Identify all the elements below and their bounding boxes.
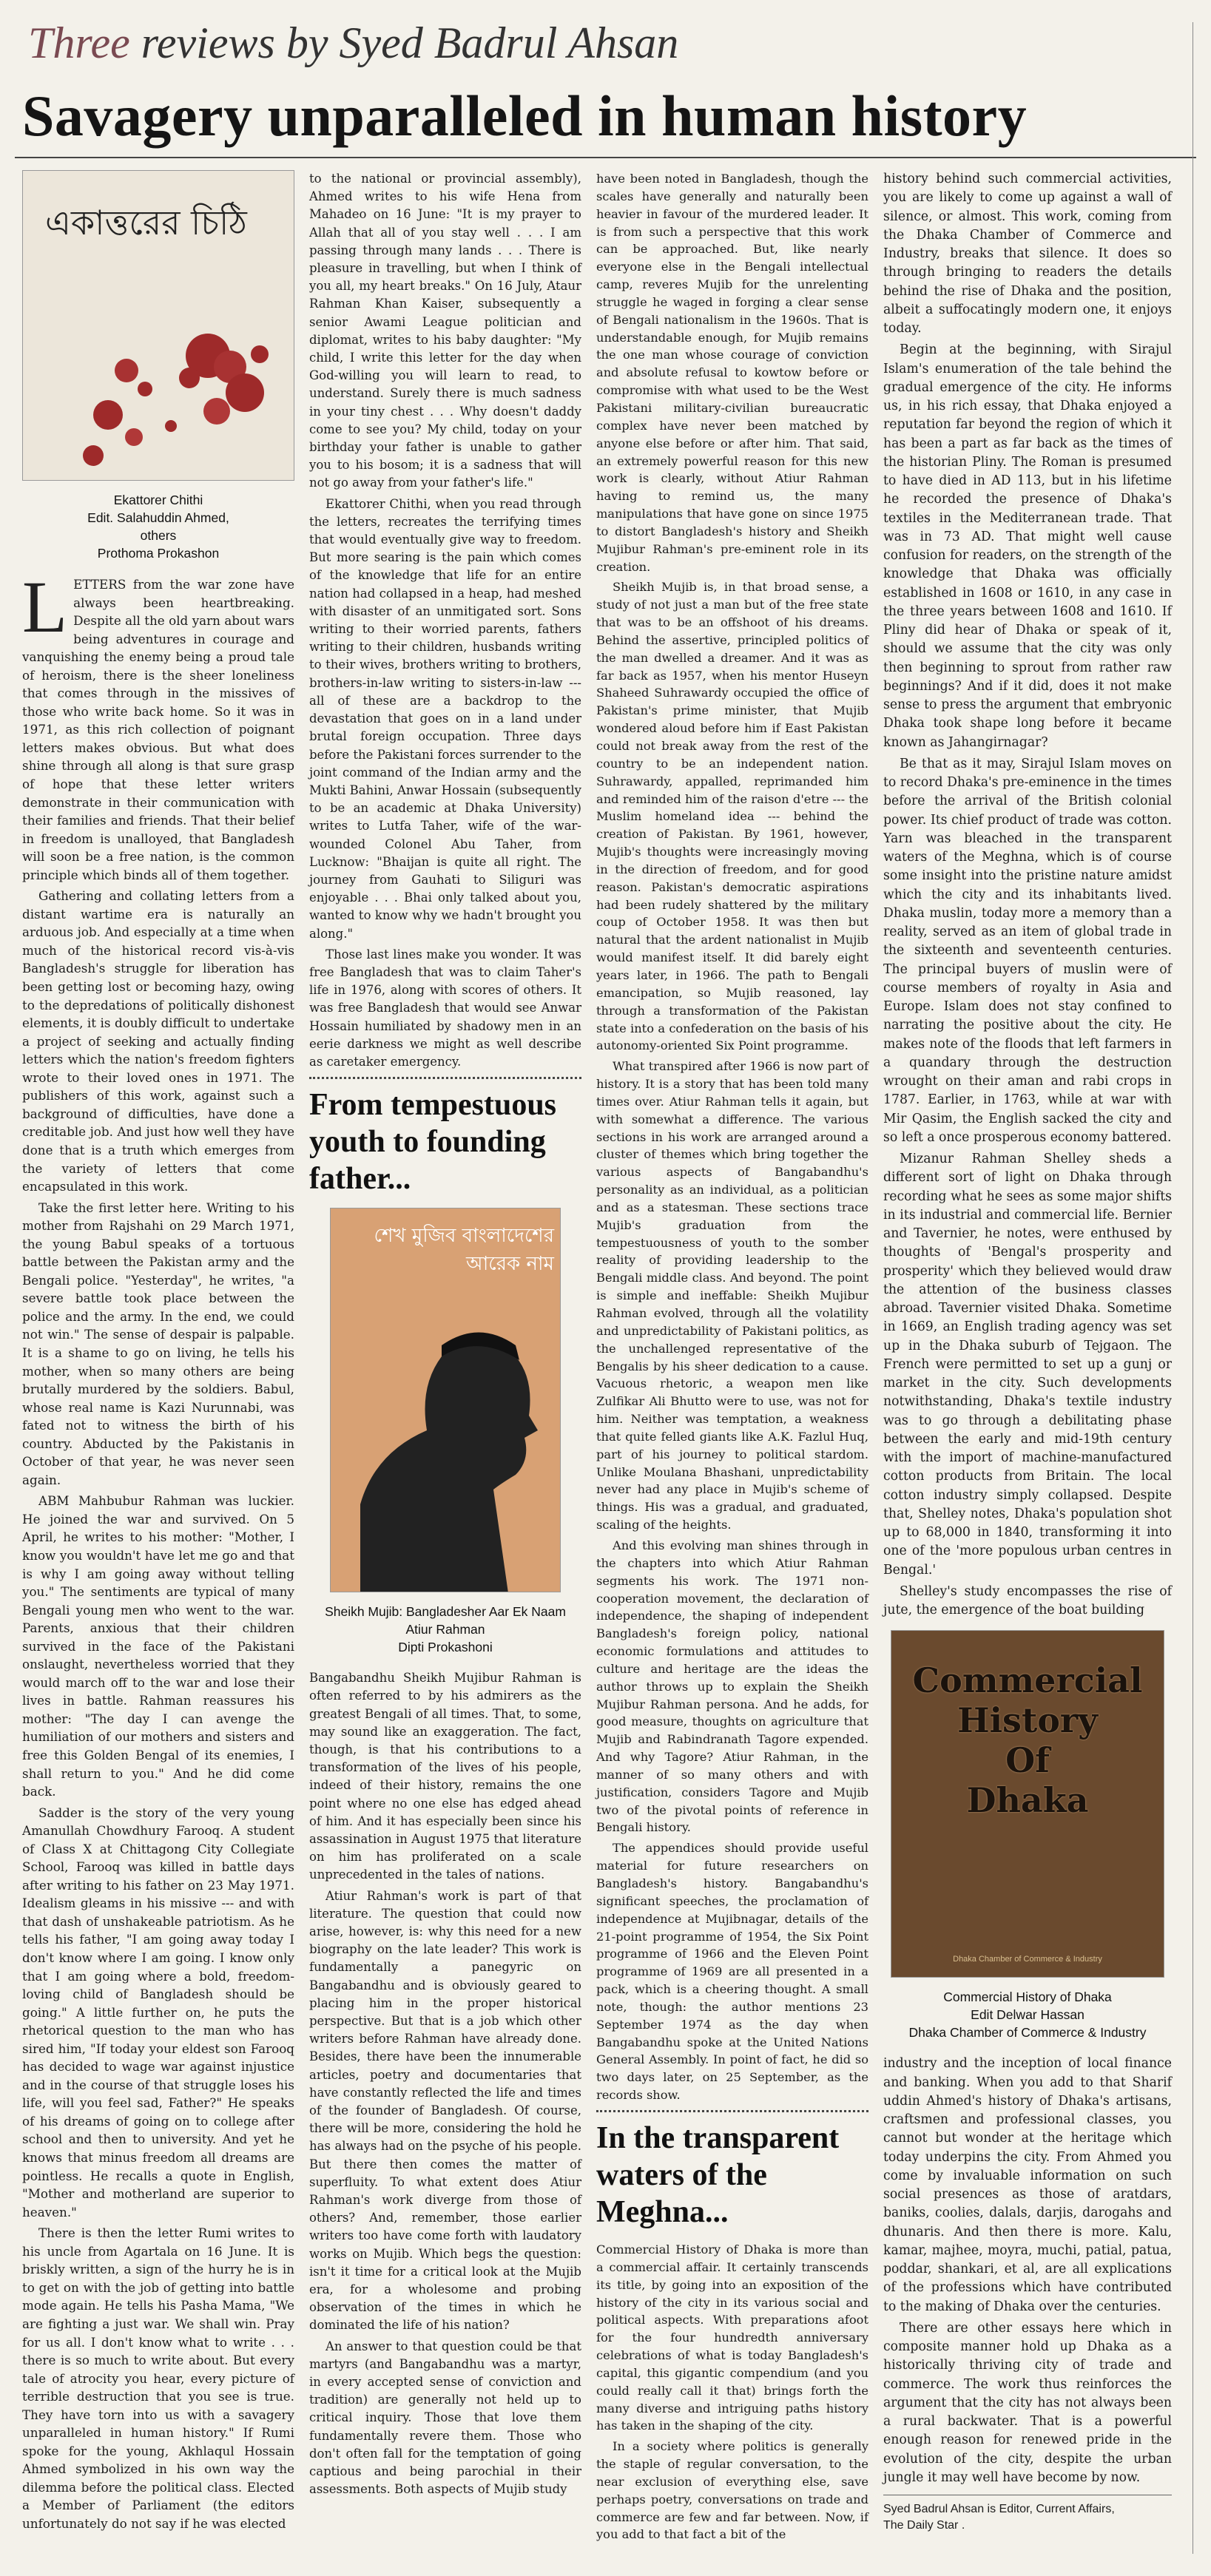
blood-drop (165, 420, 177, 432)
series-title (28, 18, 678, 69)
subhead-review-3: In the transparent waters of the Meghna... (596, 2120, 840, 2229)
paragraph: Shelley's study encompasses the rise of jute, the emergence of the boat building (883, 1583, 1172, 1617)
cover-title-line: Commercial (912, 1660, 1143, 1701)
cover-publisher: Dhaka Chamber of Commerce & Industry (953, 1955, 1102, 1964)
paragraph: Sheikh Mujib is, in that broad sense, a study of not just a man but of the free state that was to be an offshoot of his dreams. Behind the assertive, principled politics of the man dwelled a dreamer. And it was as far back as 1957, when his mentor Huseyn Shaheed Suhrawardy occupied the office of Pakistan's prime minister, that Mujib wondered aloud before him if East Pakistan could not break away from the rest of the country to be an independent nation. Suhrawardy, appalled, reprimanded him and reminded him of the raison d'etre --- the Muslim homeland idea --- behind the creation of Pakistan. By 1961, however, Mujib's thoughts were increasingly moving in the direction of freedom, and for good reason. Pakistan's democratic aspirations had been rudely shattered by the military coup of October 1958. It was then but natural that the ardent nationalist in Mujib would manifest itself. It did barely eight years later, in 1966. The path to Bengali emancipation, so Mujib reasoned, lay through a transformation of the Pakistan state into a confederation on the basis of his autonomy-oriented Six Point programme. (596, 580, 868, 1053)
paragraph: And this evolving man shines through in the chapters into which Atiur Rahman segments his work. The 1971 non-cooperation movement, the declaration of independence, the shaping of independent Bangladesh's foreign policy, national economic formulations and attitudes to culture and heritage are the ideas the author throws up to explain the Sheikh Mujibur Rahman persona. And he adds, for good measure, thoughts on agriculture that Mujib and Rabindranath Tagore expended. And why Tagore? Atiur Rahman, in the manner of so many others and with justification, considers Tagore and Mujib two of the pivotal points of reference in Bengali history. (596, 1538, 868, 1835)
paragraph: Atiur Rahman's work is part of that literature. The question that could now arise, however, is: why this need for a new biography on the late leader? This work is fundamentally a panegyric on Bangabandhu and is obviously geared to placing him in the proper historical perspective. But that is a job which other writers before Rahman have already done. Besides, there have been the innumerable articles, poetry and documentaries that have constantly reflected the life and times of the founder of Bangladesh. Of course, there will be more, considering the hold he has always had on the psyche of his people. But there then comes the matter of superfluity. To what extent does Atiur Rahman's work diverge from those of others? And, remember, those earlier writers too have come forth with laudatory works on Mujib. Which begs the question: isn't it time for a critical look at the Mujib era, for a wholesome and probing observation of the times in which he dominated the life of his nation? (309, 1888, 581, 2333)
column-1 (22, 170, 294, 2536)
caption-line: Edit Delwar Hassan (971, 2007, 1084, 2023)
cover-title-line: Of (1005, 1740, 1050, 1781)
caption-line: Commercial History of Dhaka (943, 1990, 1112, 2005)
caption-line: others (140, 528, 177, 543)
paragraph: Those last lines make you wonder. It was free Bangladesh that was to claim Taher's life in 1976, along with scores of others. It was free Bangladesh that would see Anwar Hossain humiliated by shadowy men in an eerie darkness we might as well describe as caretaker emergency. (309, 947, 581, 1069)
paragraph: An answer to that question could be that martyrs (and Bangabandhu was a martyr, in every accepted sense of conviction and tradition) are generally not held up to critical inquiry. Those that love them fundamentally revere them. Those who don't often fall for the temptation of going captious and being parochial in their assessments. Both aspects of Mujib study (309, 2339, 581, 2497)
paragraph: industry and the inception of local finance and banking. When you add to that Sharif uddin Ahmed's history of Dhaka's artisans, craftsmen and professional classes, you cannot but wonder at the heritage which today underpins the city. From Ahmed you come by invaluable information on such social presences as those of aratdars, baniks, coolies, dalals, darjis, darogahs and dhunaris. And then there is more. Kalu, kamar, majhee, moyra, muchi, patial, patua, poddar, shankari, et al, are all explications of the professions which have contributed to the making of Dhaka over the centuries. (883, 2056, 1172, 2314)
paragraph: Ekattorer Chithi, when you read through the letters, recreates the terrifying times that would eventually give way to freedom. But more searing is the pain which comes of the knowledge that life for an entire nation had collapsed in a heap, had meshed with disaster of an unmitigated sort. Sons writing to their worried parents, fathers writing to their children, husbands writing to their wives, brothers writing to brothers, brothers-in-law writing to sisters-in-law --- all of these are a backdrop to the devastation that goes on in a land under brutal foreign occupation. Three days before the Pakistani forces surrender to the joint command of the Indian army and the Mukti Bahini, Anwar Hossain (subsequently to be an academic at Dhaka University) writes to Lutfa Taher, wife of the war-wounded Colonel Abu Taher, from Lucknow: "Bhaijan is quite all right. The journey from Gauhati to Siliguri was enjoyable . . . Bhai only talked about you, wanted to know why we hadn't brought you along." (309, 496, 581, 941)
paragraph: Commercial History of Dhaka is more than a commercial affair. It certainly transcends its title, by going into an exposition of the history of the city in its various social and political aspects. With preparations afoot for the four hundredth anniversary celebrations of what is today Bangladesh's capital, this gigantic compendium (and you could really call it that) brings forth the many diverse and intriguing paths history has taken in the shaping of the city. (596, 2242, 868, 2433)
book-caption-1 (22, 491, 294, 562)
caption-line: Edit. Salahuddin Ahmed, (87, 510, 229, 525)
blood-drop (125, 428, 143, 446)
subhead-review-2: From tempestuous youth to founding father... (309, 1088, 557, 1197)
paragraph: history behind such commercial activities, you are likely to come up against a wall of silence, or almost. This work, coming from the Dhaka Chamber of Commerce and Industry, breaks that silence. It does so through bringing to readers the details behind the rise of Dhaka and the position, albeit a suffocatingly modern one, it enjoys today. (883, 172, 1172, 336)
cover-title-line: Dhaka (966, 1780, 1089, 1821)
drop-cap: L (22, 566, 68, 648)
cover-title-bn: একাত্তরের চিঠি (45, 203, 247, 243)
column-3 (596, 170, 868, 2546)
blood-drop (251, 345, 269, 363)
lead-text: ETTERS from the war zone have always been heartbreaking. Despite all the old yarn about wars being adventures in courage and vanquishing the enemy being a proud tale of heroism, there is the sheer loneliness that comes through in the missives of those who write back home. So it was in 1971, as this rich collection of poignant letters makes obvious. But what does shine through all along is that sure grasp of hope that these letter writers demonstrate in their communication with their families and friends. That their belief in freedom is unalloyed, that Bangladesh will soon be a free nation, is the common principle which binds all of them together. (22, 577, 294, 882)
paragraph: Bangabandhu Sheikh Mujibur Rahman is often referred to by his admirers as the greatest Bengali of all times. That, to some, may sound like an exaggeration. The fact, though, is that his contributions to a transformation of the lives of his people, indeed of their history, remains the one point where no one else has edged ahead of him. And it has especially been since his assassination in August 1975 that literature on him has proliferated on a scale unprecedented in the tales of nations. (309, 1671, 582, 1882)
caption-line: Prothoma Prokashon (97, 546, 220, 561)
column-4 (883, 170, 1172, 2534)
byline-line: Syed Badrul Ahsan is Editor, Current Affairs, (883, 2503, 1115, 2515)
byline-line: The Daily Star . (883, 2519, 965, 2532)
paragraph: have been noted in Bangladesh, though the scales have generally and naturally been heavier in favour of the murdered leader. It is from such a perspective that this work can be approached. But, like nearly everyone else in the Bengali intellectual camp, reveres Mujib for the unrelenting struggle he waged in forging a clear sense of Bengali nationalism in the 1960s. That is understandable enough, for Mujib remains the one man whose courage of conviction and absolute refusal to kowtow before or compromise with what used to be the West Pakistani military-civilian bureaucratic complex have never been matched by anyone else before or after him. That said, an extremely powerful reason for this new work is clearly, without Atiur Rahman having to remind us, the many manipulations that have gone on since 1975 to distort Bangladesh's history and Sheikh Mujibur Rahman's pre-eminent role in its creation. (596, 172, 868, 574)
series-prefix: Three (28, 18, 130, 67)
paragraph: In a society where politics is generally the staple of regular conversation, to the near exclusion of everything else, save perhaps poetry, conversations on trade and commerce are few and far between. Now, if you add to that fact a bit of the (596, 2439, 868, 2542)
section-divider (309, 1077, 581, 1079)
paragraph: There are other essays here which in composite manner hold up Dhaka as a historically thriving city of trade and commerce. The work thus reinforces the argument that the city has not always been a rural backwater. That is a powerful enough reason for renewed pride in the evolution of the city, despite the urban jungle it may well have become by now. (883, 2320, 1172, 2485)
caption-line: Ekattorer Chithi (113, 493, 203, 507)
paragraph: Mizanur Rahman Shelley sheds a different sort of light on Dhaka through recording what he sees as some major shifts in its industrial and commercial life. Bernier and Tavernier, he notes, were enthused by thoughts of 'Bengal's prosperity and prosperity' which they believed would draw the attention of the business classes abroad. Tavernier visited Dhaka. Sometime in 1669, an English trading agency was set up in the Dhaka suburb of Tejgaon. The French were permitted to set up a gunj or market in the city. Such developments notwithstanding, Dhaka's textile industry was to go through a debilitating phase between the early and mid-19th century with the import of machine-manufactured cotton products from Britain. The local cotton industry simply collapsed. Despite that, Shelley notes, Dhaka's population shot up to 68,000 in 1840, transforming it into one of the 'more populous urban centres in Bengal.' (883, 1152, 1172, 1578)
author-byline (883, 2495, 1172, 2534)
paragraph: to the national or provincial assembly), Ahmed writes to his wife Hena from Mahadeo on 16 June: "It is my prayer to Allah that all of you stay well . . . I am passing through many lands . . . There is pleasure in travelling, but when I think of you all, my heart breaks." On 16 July, Ataur Rahman Khan Kaiser, subsequently a senior Awami League politician and diplomat, writes to his baby daughter: "My child, I write this letter for the day when God-willing you will learn to read, to understand. Surely there is much sadness in your tiny chest . . . Why doesn't daddy come to see you? My child, today on your birthday your father is unable to gather you to his bosom; it is a sadness that will not go away from your father's life." (309, 172, 581, 490)
book-cover-commercial-history (891, 1630, 1164, 1978)
blood-drop (138, 382, 152, 396)
lead-paragraph (22, 566, 294, 884)
paragraph: The appendices should provide useful material for future researchers on Bangladesh's history. Bangabandhu's significant speeches, the proclamation of independence at Mujibnagar, details of the 21-point programme of 1954, the Six Point programme of 1966 and the Eleven Point programme of 1969 are all presented in a pack, which is a cheering thought. A small note, though: the author mentions 23 September 1974 as the day when Bangabandhu spoke at the United Nations General Assembly. In point of fact, he did so two days later, on 25 September, as the records show. (596, 1841, 868, 2103)
caption-line: Dipti Prokashoni (398, 1640, 493, 1655)
paragraph: Gathering and collating letters from a distant wartime era is naturally an arduous job. And especially at a time when much of the historical record vis-à-vis Bangladesh's struggle for liberation has been getting lost or becoming hazy, owing to the depredations of politically dishonest elements, it is doubly difficult to undertake a project of seeking and actually finding letters which the nation's freedom fighters wrote to their loved ones in 1971. The publishers of this work, against such a background of difficulties, have done a creditable job. And just how well they have done that is a truth which emerges from the variety of letters that come encapsulated in this work. (22, 888, 294, 1194)
blood-drop (115, 359, 138, 382)
blood-drop (93, 400, 123, 430)
book-cover-sheikh-mujib (330, 1208, 561, 1592)
blood-drop (83, 445, 104, 466)
paragraph: There is then the letter Rumi writes to his uncle from Agartala on 16 June. It is briskly written, a sign of the hurry he is in to get on with the job of getting into battle mode again. He tells his Pasha Mama, "We are fighting a just war. We shall win. Pray for us all. I don't know what to write . . . there is so much to write about. But every tale of atrocity you hear, every picture of terrible destruction that you see is true. They have torn into us with a savagery unparalleled in human history." If Rumi spoke for the young, Akhlaqul Hossain Ahmed symbolized in his own way the dilemma before the political class. Elected a Member of Parliament (the editors unfortunately do not say if he was elected (22, 2225, 294, 2531)
paragraph: Take the first letter here. Writing to his mother from Rajshahi on 29 March 1971, the young Babul speaks of a tortuous battle between the Pakistan army and the Bengali police. "Yesterday", he writes, "a severe battle took place between the police and the army. In the end, we could not win." The sense of despair is palpable. It is a shame to go on living, he tells his mother, when so many others are being brutally murdered by the soldiers. Babul, whose real name is Kazi Nurunnabi, was fated not to witness the birth of his country. Abducted by the Pakistanis in October of that year, he was never seen again. (22, 1200, 294, 1487)
caption-line: Sheikh Mujib: Bangladesher Aar Ek Naam (325, 1604, 566, 1620)
caption-line: Dhaka Chamber of Commerce & Industry (908, 2025, 1147, 2041)
blood-drop (179, 368, 200, 388)
paragraph: Be that as it may, Sirajul Islam moves on to record Dhaka's pre-eminence in the times before the arrival of the British colonial power. Its chief product of trade was cotton. Yarn was bleached in the transparent waters of the Meghna, which is of course some insight into the pristine nature amidst which the city and its inhabitants lived. Dhaka muslin, today more a memory than a reality, served as an item of global trade in the sixteenth and seventeenth centuries. The principal buyers of muslin were of course members of royalty in Asia and Europe. Islam does not stay confined to narrating the positive about the city. He makes note of the floods that left farmers in a quandary through the destruction wrought on their aman and rabi crops in 1787. Earlier, in 1763, while at war with Mir Qasim, the English sacked the city and so left a once prosperous economy battered. (883, 756, 1173, 1145)
caption-line: Atiur Rahman (405, 1622, 485, 1637)
blood-drop (203, 398, 230, 425)
paragraph: ABM Mahbubur Rahman was luckier. He joined the war and survived. On 5 April, he writes to his mother: "Mother, I know you wouldn't have let me go and that is why I am going away without telling you." The sentiments are typical of many Bengali young men who went to the war. Parents, anxious that their children survived in the face of the Pakistani onslaught, nevertheless worried that they would march off to the war and lose their lives in battle. Rahman reassures his mother: "The day I can avenge the humiliation of our mothers and sisters and free this Golden Bengal of its enemies, I shall return to you." And he did come back. (22, 1493, 294, 1799)
column-2 (309, 170, 581, 2502)
book-caption-3 (883, 1988, 1172, 2041)
book-cover-ekattorer-chithi (22, 170, 294, 481)
cover-title-line: History (957, 1700, 1098, 1741)
paragraph: Begin at the beginning, with Sirajul Islam's enumeration of the tale behind the gradual emergence of the city. He informs us, in his rich essay, that Dhaka enjoyed a reputation far beyond the region of which it has been a part as far back as the times of the historian Pliny. The Roman is presumed to have died in AD 113, but in his lifetime he recorded the presence of Dhaka's textiles in the Mediterranean trade. That was in 73 AD. That might well cause confusion for readers, on the strength of the knowledge that Dhaka was officially established in 1608 or 1610, in any case in the three years between 1608 and 1610. If Pliny did hear of Dhaka or speak of it, should we assume that the city was only then beginning to sprout from rather raw beginnings? And if it did, does it not make sense to press the argument that embryonic Dhaka took shape long before it became known as Jahangirnagar? (883, 342, 1172, 750)
headline: Savagery unparalleled in human history (22, 84, 1028, 148)
paragraph: Sadder is the story of the very young Amanullah Chowdhury Farooq. A student of Class X at Chittagong City Collegiate School, Farooq was killed in battle days after writing to his father on 23 May 1971. Idealism gleams in his missive --- and with that dash of unshakeable patriotism. As he tells his father, "I am going away today I don't know where I am going. I know only that I am going where a bold, freedom-loving child of Bangladesh should be going." A little further on, he puts the rhetorical question to the man who has sired him, "If today your eldest son Farooq has decided to wage war against injustice and in the course of that struggle loses his life, will you feel sad, Father?" He speaks of his dreams of going on to college after school and then to university. And yet he knows that minus freedom all dreams are pointless. He recalls a quote in English, "Mother and motherland are superior to heaven." (22, 1805, 294, 2220)
paragraph: What transpired after 1966 is now part of history. It is a story that has been told many times over. Atiur Rahman tells it again, but with somewhat a difference. The various sections in his work are arranged around a cluster of themes which bring together the various aspects of Bangabandhu's personality as an individual, as a politician and as a statesman. These sections trace Mujib's graduation from the tempestuousness of youth to the somber reality of providing leadership to the Bengali middle class. And beyond. The point is simple and ineffable: Sheikh Mujibur Rahman evolved, through all the volatility and unpredictability of Pakistani politics, as the unchallenged representative of the Bengalis by his sheer dedication to a cause. Vacuous rhetoric, a weapon men like Zulfikar Ali Bhutto were to use, was not for him. Neither was temptation, a weakness that quite felled giants like A.K. Fazlul Huq, part of his journey to political stardom. Unlike Moulana Bhashani, unpredictability never had any place in Mujib's scheme of things. His was a gradual, and graduated, scaling of the heights. (596, 1059, 868, 1532)
series-rest: reviews by Syed Badrul Ahsan (141, 18, 679, 67)
book-caption-2 (309, 1603, 581, 1656)
blood-drop (226, 373, 264, 412)
top-rule (15, 157, 1196, 158)
section-divider (596, 2110, 868, 2112)
cover-title (891, 1631, 1164, 1820)
cover-title-bn: শেখ মুজিব বাংলাদেশের আরেক নাম (374, 1225, 554, 1276)
